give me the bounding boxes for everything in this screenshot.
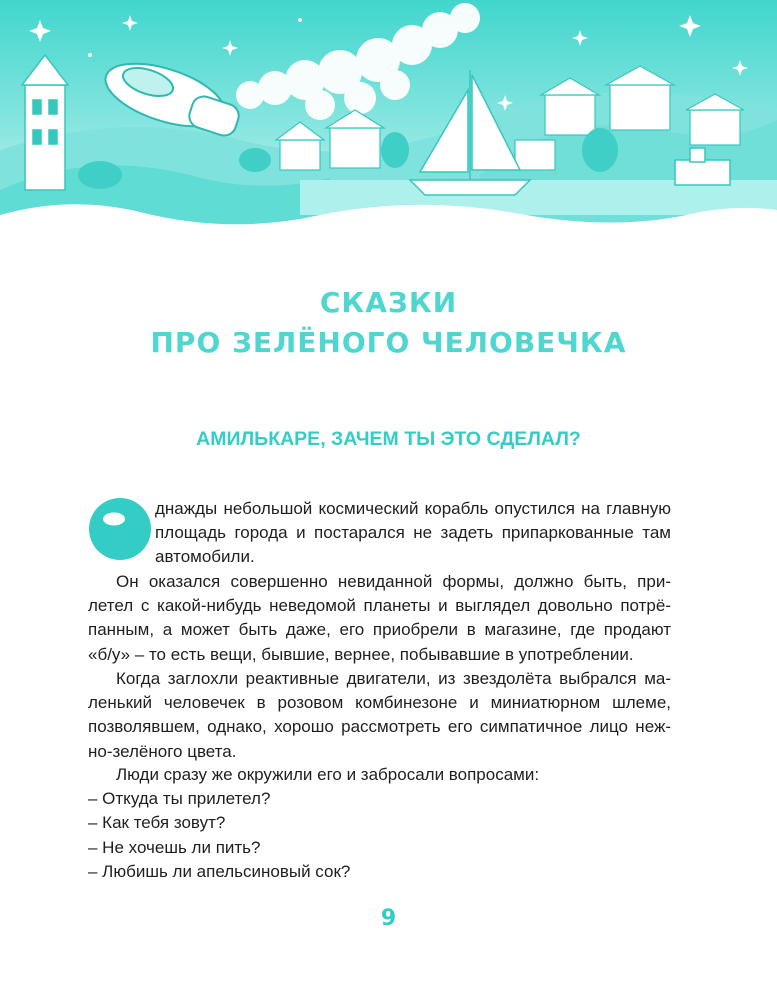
text-line: ленький человечек в розовом комбинезоне и миниатюрном шлеме, — [88, 693, 671, 713]
drop-cap — [88, 497, 152, 561]
paragraph-2 — [88, 570, 671, 667]
text-line: позволявшем, однако, хорошо рассмотреть его симпатичное лицо неж- — [88, 717, 671, 737]
book-title-line2: ПРО ЗЕЛЁНОГО ЧЕЛОВЕЧКА — [150, 326, 627, 359]
paragraph-1 — [155, 497, 671, 570]
book-title-line1: СКАЗКИ — [319, 286, 458, 319]
dialogue-line: – Любишь ли апельсиновый сок? — [88, 861, 351, 881]
text-line: днажды небольшой космический корабль опустился на главную — [155, 499, 671, 518]
text-line: площадь города и постарался не задеть припаркованные там — [155, 523, 671, 543]
dialogue-line: – Как тебя зовут? — [88, 813, 226, 833]
text-line: Он оказался совершенно невиданной формы, должно быть, при- — [116, 572, 671, 591]
dialogue-line: – Не хочешь ли пить? — [88, 837, 261, 857]
text-line: летел с какой-нибудь неведомой планеты и выглядел довольно потрё- — [88, 596, 671, 616]
header-illustration — [0, 0, 777, 250]
text-line: но-зелёного цвета. — [88, 741, 237, 761]
text-line: Когда заглохли реактивные двигатели, из звездолёта выбрался ма- — [116, 669, 671, 688]
paragraph-4 — [88, 763, 671, 884]
text-line: Люди сразу же окружили его и забросали вопросами: — [116, 765, 540, 784]
text-line: «б/у» – то есть вещи, бывшие, вернее, побывавшие в употреблении. — [88, 644, 634, 664]
chapter-title: АМИЛЬКАРЕ, ЗАЧЕМ ТЫ ЭТО СДЕЛАЛ? — [196, 428, 581, 450]
text-line: автомобили. — [155, 547, 255, 567]
page-number: 9 — [380, 906, 397, 931]
text-line: панным, а может быть даже, его приобрели в магазине, где продают — [88, 620, 671, 640]
dialogue-line: – Откуда ты прилетел? — [88, 789, 271, 809]
paragraph-3 — [88, 667, 671, 764]
tower — [22, 55, 68, 190]
